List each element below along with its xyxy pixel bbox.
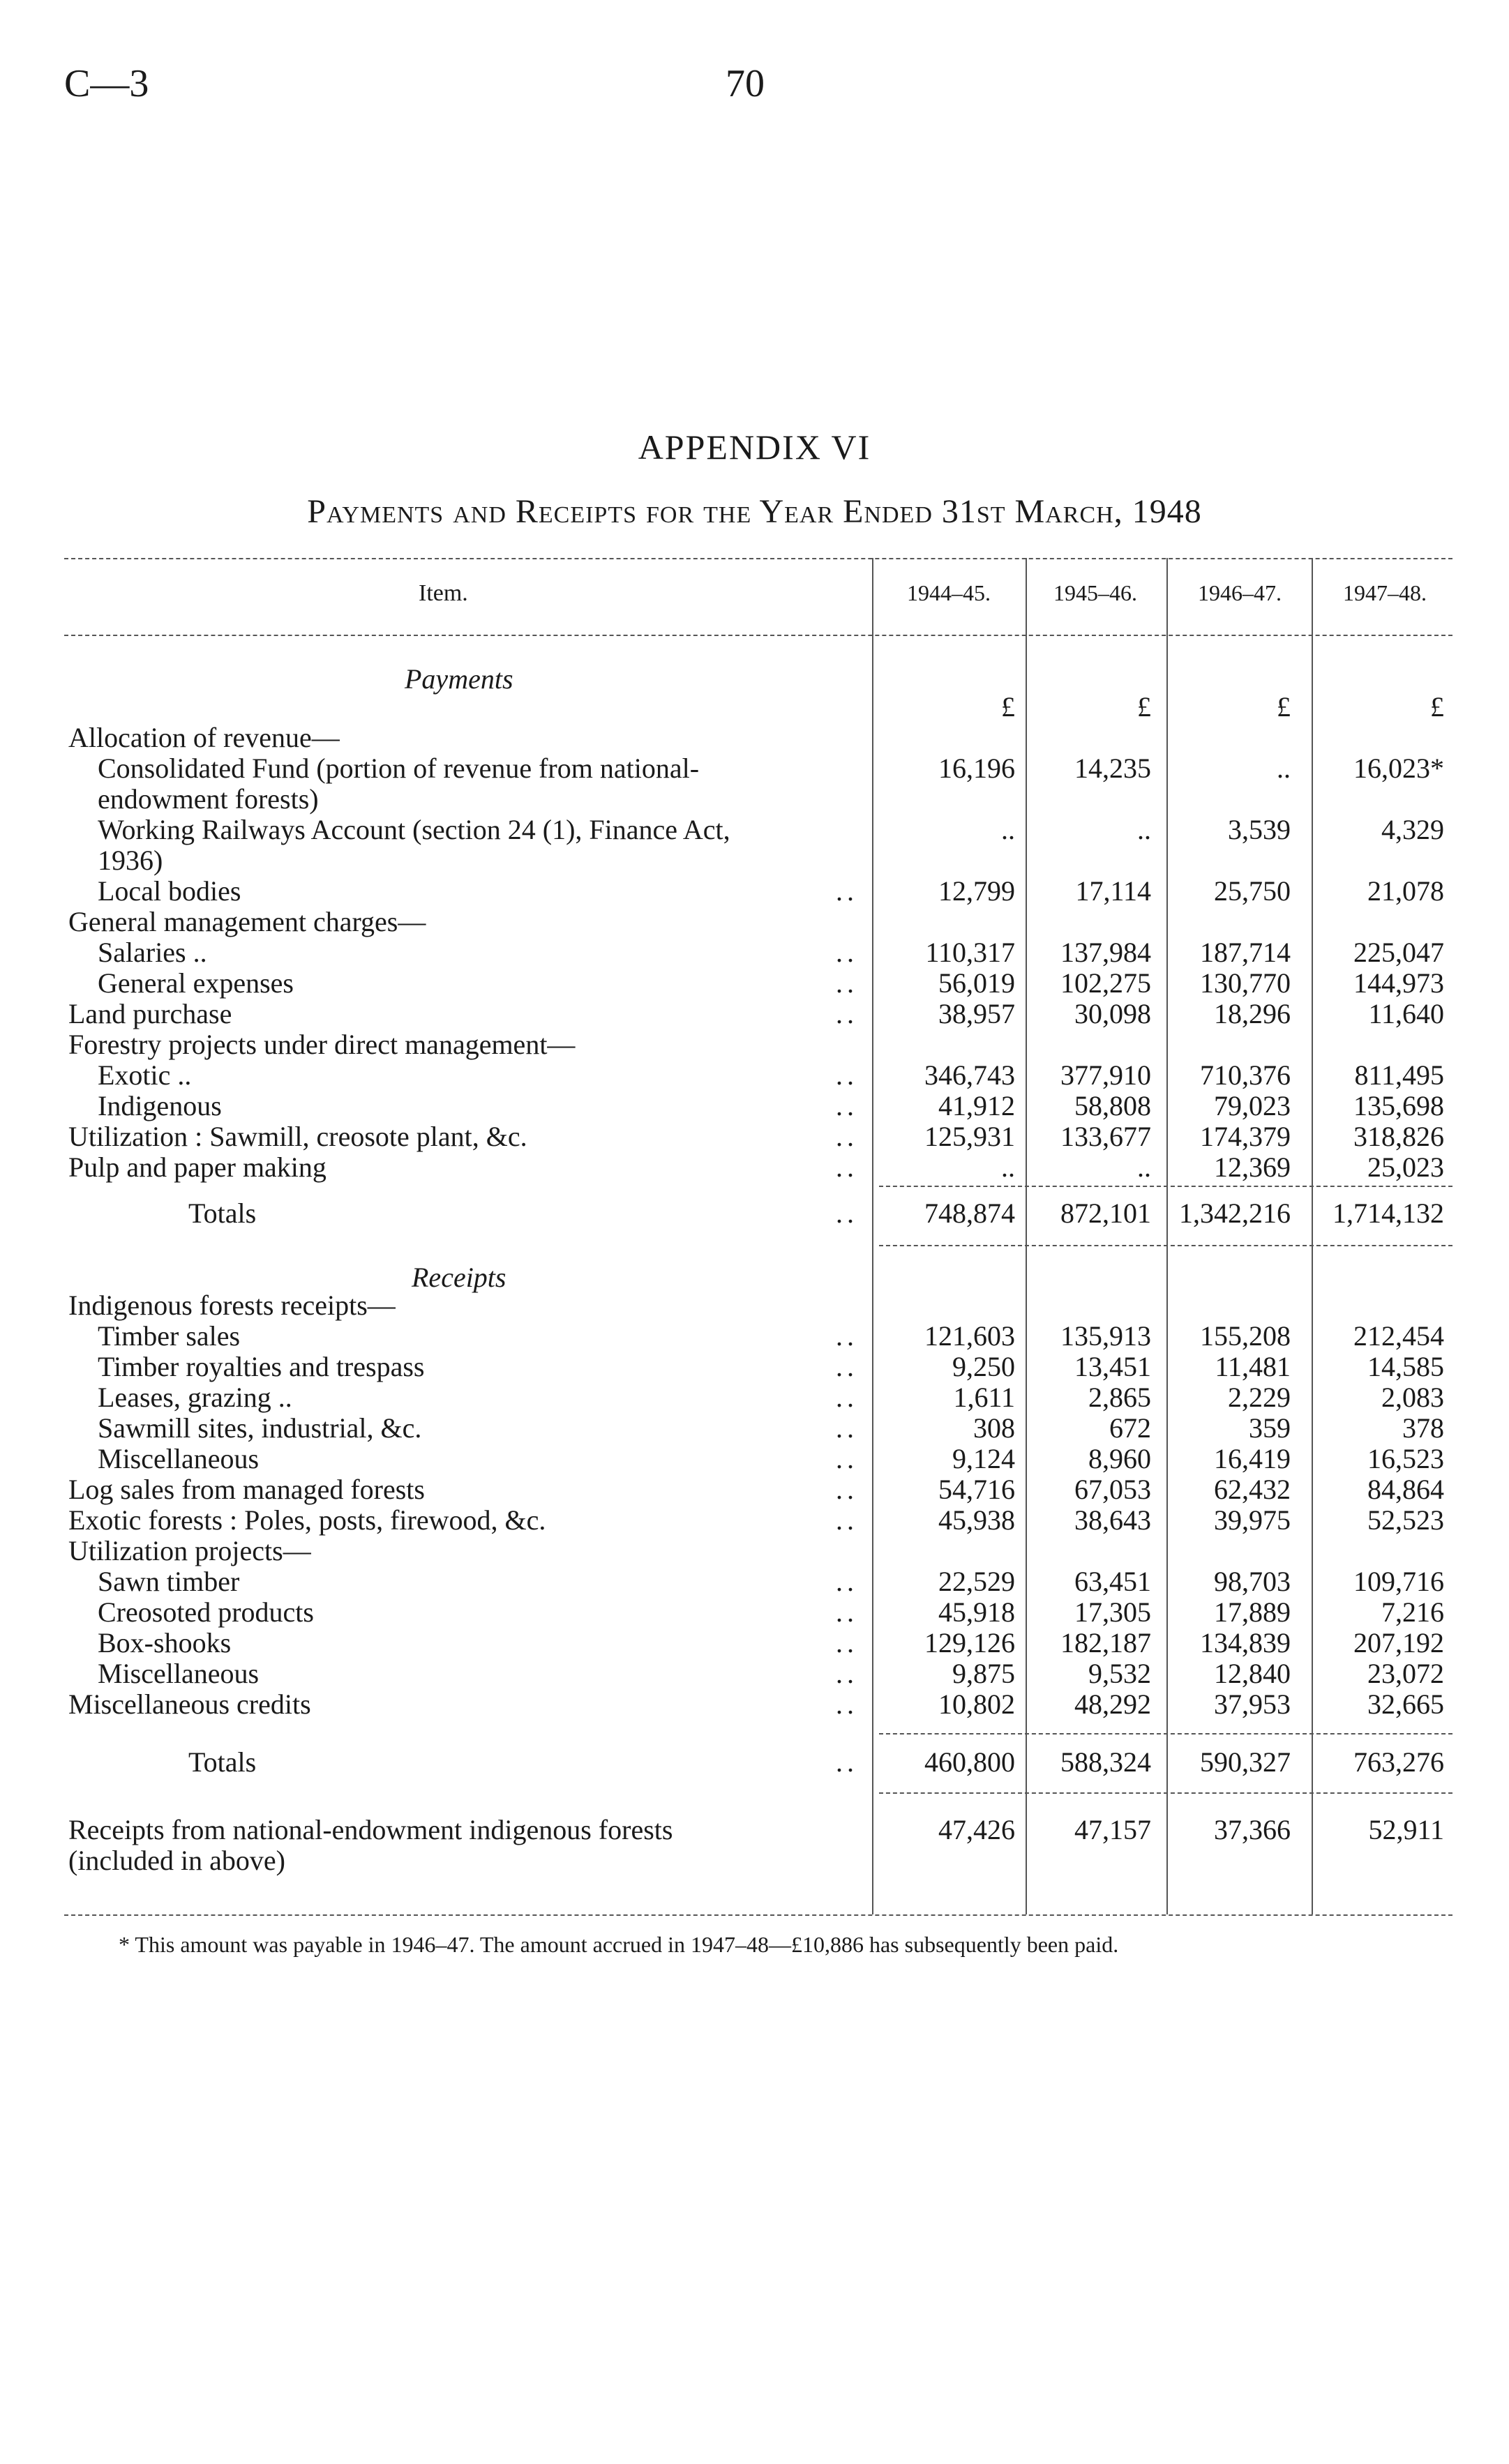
row-label: Miscellaneous	[98, 1443, 260, 1474]
row-label: Miscellaneous credits	[68, 1688, 311, 1720]
leader-dots: ..	[836, 1746, 858, 1778]
total-1945-46: 872,101	[1060, 1197, 1151, 1229]
currency-symbol: £	[1137, 691, 1151, 723]
value-1947-48: 144,973	[1353, 967, 1444, 999]
totals-label: Totals	[188, 1746, 257, 1778]
total-1947-48: 1,714,132	[1332, 1197, 1444, 1229]
table-row	[0, 1628, 1509, 1658]
value-1944-45: 45,918	[938, 1596, 1015, 1628]
leader-dots: ..	[836, 1351, 858, 1382]
table-row	[0, 1536, 1509, 1566]
national-endowment-note-row	[0, 1845, 1509, 1876]
value-1947-48: 11,640	[1368, 998, 1444, 1029]
value-1947-48: 135,698	[1353, 1090, 1444, 1121]
leader-dots: ..	[836, 1566, 858, 1597]
leader-dots: ..	[836, 1658, 858, 1689]
value-1945-46: 67,053	[1074, 1474, 1151, 1505]
table-row	[0, 999, 1509, 1029]
header-rule	[64, 635, 1452, 636]
row-label: General management charges—	[68, 906, 426, 937]
value-1945-46: ..	[1137, 1151, 1151, 1183]
value-1945-46: 47,157	[1074, 1814, 1151, 1845]
row-label: Box-shooks	[98, 1627, 232, 1658]
value-1944-45: 56,019	[938, 967, 1015, 999]
currency-symbol: £	[1277, 691, 1291, 723]
value-1944-45: 12,799	[938, 875, 1015, 907]
value-1945-46: 13,451	[1074, 1351, 1151, 1382]
row-label: Leases, grazing ..	[98, 1382, 292, 1413]
row-label: Working Railways Account (section 24 (1), Finance Act,	[98, 814, 730, 845]
leader-dots: ..	[836, 1320, 858, 1352]
row-label: Creosoted products	[98, 1596, 314, 1628]
value-1944-45: 9,250	[952, 1351, 1015, 1382]
value-1944-45: 125,931	[924, 1121, 1015, 1152]
value-1944-45: 1,611	[953, 1382, 1015, 1413]
row-label: Pulp and paper making	[68, 1151, 326, 1183]
table-row	[0, 907, 1509, 937]
leader-dots: ..	[836, 967, 858, 999]
value-1945-46: 63,451	[1074, 1566, 1151, 1597]
leader-dots: ..	[836, 1382, 858, 1413]
total-1944-45: 748,874	[924, 1197, 1015, 1229]
value-1944-45: 38,957	[938, 998, 1015, 1029]
totals-rule	[879, 1186, 1452, 1187]
leader-dots: ..	[836, 1197, 858, 1229]
row-label: Local bodies	[98, 875, 241, 907]
leader-dots: ..	[836, 1121, 858, 1152]
row-label: Utilization : Sawmill, creosote plant, &c.	[68, 1121, 527, 1152]
table-row	[0, 1566, 1509, 1597]
totals-row	[0, 1747, 1509, 1778]
totals-rule	[879, 1245, 1452, 1246]
table-row	[0, 753, 1509, 784]
value-1946-47: 134,839	[1200, 1627, 1291, 1658]
value-1946-47: 39,975	[1214, 1504, 1291, 1536]
top-rule	[64, 558, 1452, 559]
value-1947-48: 23,072	[1367, 1658, 1444, 1689]
value-1947-48: 2,083	[1381, 1382, 1444, 1413]
value-1947-48: 16,023*	[1353, 753, 1444, 784]
table-row	[0, 1505, 1509, 1536]
total-1944-45: 460,800	[924, 1746, 1015, 1778]
value-1945-46: 14,235	[1074, 753, 1151, 784]
table-row	[0, 1689, 1509, 1720]
leader-dots: ..	[836, 937, 858, 968]
totals-row	[0, 1198, 1509, 1229]
row-label: General expenses	[98, 967, 294, 999]
row-label: Land purchase	[68, 998, 232, 1029]
value-1946-47: 11,481	[1215, 1351, 1291, 1382]
row-label: Allocation of revenue—	[68, 722, 340, 753]
total-1946-47: 590,327	[1200, 1746, 1291, 1778]
value-1947-48: 14,585	[1367, 1351, 1444, 1382]
value-1947-48: 318,826	[1353, 1121, 1444, 1152]
value-1945-46: 182,187	[1060, 1627, 1151, 1658]
table-row	[0, 1029, 1509, 1060]
value-1946-47: 37,953	[1214, 1688, 1291, 1720]
row-label: endowment forests)	[98, 783, 319, 815]
total-1945-46: 588,324	[1060, 1746, 1151, 1778]
column-header-item: Item.	[419, 580, 468, 606]
column-header-year: 1946–47.	[1198, 580, 1282, 605]
value-1944-45: 16,196	[938, 753, 1015, 784]
payments-heading: Payments	[405, 663, 513, 695]
value-1947-48: 378	[1402, 1412, 1444, 1444]
table-row	[0, 1658, 1509, 1689]
table-row	[0, 845, 1509, 876]
value-1946-47: 174,379	[1200, 1121, 1291, 1152]
value-1946-47: 79,023	[1214, 1090, 1291, 1121]
leader-dots: ..	[836, 1627, 858, 1658]
table-row	[0, 1121, 1509, 1152]
row-label: Consolidated Fund (portion of revenue from national-	[98, 753, 700, 784]
currency-symbol: £	[1001, 691, 1015, 723]
value-1944-45: 9,124	[952, 1443, 1015, 1474]
totals-rule	[879, 1733, 1452, 1734]
table-row	[0, 937, 1509, 968]
value-1944-45: 110,317	[925, 937, 1015, 968]
table-row	[0, 1413, 1509, 1444]
row-label: Sawn timber	[98, 1566, 240, 1597]
value-1946-47: 359	[1249, 1412, 1291, 1444]
totals-rule	[879, 1792, 1452, 1794]
value-1944-45: 9,875	[952, 1658, 1015, 1689]
row-label: Log sales from managed forests	[68, 1474, 425, 1505]
table-row	[0, 1444, 1509, 1474]
table-row	[0, 1352, 1509, 1382]
value-1947-48: 84,864	[1367, 1474, 1444, 1505]
column-header-year: 1944–45.	[907, 580, 991, 605]
document-reference: C—3	[64, 62, 149, 105]
value-1947-48: 52,523	[1367, 1504, 1444, 1536]
national-endowment-row	[0, 1815, 1509, 1845]
value-1946-47: 25,750	[1214, 875, 1291, 907]
value-1945-46: 102,275	[1060, 967, 1151, 999]
row-label: Forestry projects under direct management—	[68, 1029, 576, 1060]
value-1947-48: 109,716	[1353, 1566, 1444, 1597]
value-1947-48: 32,665	[1367, 1688, 1444, 1720]
value-1946-47: 710,376	[1200, 1059, 1291, 1091]
value-1947-48: 4,329	[1381, 814, 1444, 845]
value-1946-47: 130,770	[1200, 967, 1291, 999]
row-label: Timber royalties and trespass	[98, 1351, 425, 1382]
value-1944-45: 308	[973, 1412, 1015, 1444]
row-label: Indigenous	[98, 1090, 222, 1121]
row-label: Miscellaneous	[98, 1658, 260, 1689]
value-1945-46: 17,305	[1074, 1596, 1151, 1628]
table-title: Payments and Receipts for the Year Ended 31st March, 1948	[307, 493, 1202, 530]
table-row	[0, 1152, 1509, 1183]
leader-dots: ..	[836, 998, 858, 1029]
bottom-rule	[64, 1914, 1452, 1916]
value-1945-46: 9,532	[1088, 1658, 1151, 1689]
value-1944-45: 129,126	[924, 1627, 1015, 1658]
row-label: Receipts from national-endowment indigenous forests	[68, 1814, 673, 1845]
leader-dots: ..	[836, 875, 858, 907]
leader-dots: ..	[836, 1059, 858, 1091]
value-1947-48: 25,023	[1367, 1151, 1444, 1183]
leader-dots: ..	[836, 1090, 858, 1121]
value-1944-45: 54,716	[938, 1474, 1015, 1505]
leader-dots: ..	[836, 1474, 858, 1505]
value-1946-47: 62,432	[1214, 1474, 1291, 1505]
column-header-year: 1945–46.	[1053, 580, 1137, 605]
value-1947-48: 225,047	[1353, 937, 1444, 968]
leader-dots: ..	[836, 1596, 858, 1628]
table-row	[0, 784, 1509, 815]
value-1946-47: 155,208	[1200, 1320, 1291, 1352]
leader-dots: ..	[836, 1504, 858, 1536]
currency-symbol: £	[1430, 691, 1444, 723]
row-label: 1936)	[98, 845, 163, 876]
value-1944-45: 346,743	[924, 1059, 1015, 1091]
value-1945-46: ..	[1137, 814, 1151, 845]
value-1945-46: 137,984	[1060, 937, 1151, 968]
table-row	[0, 723, 1509, 753]
receipts-heading: Receipts	[412, 1262, 506, 1293]
value-1946-47: 187,714	[1200, 937, 1291, 968]
value-1944-45: 47,426	[938, 1814, 1015, 1845]
value-1945-46: 30,098	[1074, 998, 1151, 1029]
value-1947-48: 207,192	[1353, 1627, 1444, 1658]
row-label: Utilization projects—	[68, 1535, 311, 1566]
value-1945-46: 2,865	[1088, 1382, 1151, 1413]
value-1946-47: 17,889	[1214, 1596, 1291, 1628]
page-number: 70	[726, 62, 765, 105]
leader-dots: ..	[836, 1151, 858, 1183]
table-row	[0, 1321, 1509, 1352]
appendix-title: APPENDIX VI	[638, 428, 871, 467]
table-row	[0, 1382, 1509, 1413]
table-row	[0, 1474, 1509, 1505]
value-1947-48: 7,216	[1381, 1596, 1444, 1628]
column-header-year: 1947–48.	[1343, 580, 1427, 605]
value-1945-46: 58,808	[1074, 1090, 1151, 1121]
row-label: Exotic forests : Poles, posts, firewood, &c.	[68, 1504, 546, 1536]
value-1945-46: 8,960	[1088, 1443, 1151, 1474]
value-1944-45: ..	[1001, 1151, 1015, 1183]
row-label: (included in above)	[68, 1845, 285, 1876]
value-1945-46: 48,292	[1074, 1688, 1151, 1720]
row-label: Salaries ..	[98, 937, 207, 968]
value-1946-47: ..	[1277, 753, 1291, 784]
table-row	[0, 1060, 1509, 1091]
value-1946-47: 18,296	[1214, 998, 1291, 1029]
leader-dots: ..	[836, 1688, 858, 1720]
total-1947-48: 763,276	[1353, 1746, 1444, 1778]
value-1946-47: 37,366	[1214, 1814, 1291, 1845]
value-1946-47: 12,369	[1214, 1151, 1291, 1183]
value-1944-45: 22,529	[938, 1566, 1015, 1597]
value-1946-47: 16,419	[1214, 1443, 1291, 1474]
value-1946-47: 3,539	[1228, 814, 1291, 845]
row-label: Sawmill sites, industrial, &c.	[98, 1412, 422, 1444]
total-1946-47: 1,342,216	[1179, 1197, 1291, 1229]
table-row	[0, 876, 1509, 907]
row-label: Indigenous forests receipts—	[68, 1290, 396, 1321]
value-1947-48: 212,454	[1353, 1320, 1444, 1352]
value-1947-48: 21,078	[1367, 875, 1444, 907]
value-1944-45: ..	[1001, 814, 1015, 845]
value-1945-46: 38,643	[1074, 1504, 1151, 1536]
leader-dots: ..	[836, 1412, 858, 1444]
row-label: Exotic ..	[98, 1059, 192, 1091]
leader-dots: ..	[836, 1443, 858, 1474]
value-1944-45: 10,802	[938, 1688, 1015, 1720]
table-row	[0, 1091, 1509, 1121]
value-1947-48: 16,523	[1367, 1443, 1444, 1474]
value-1945-46: 133,677	[1060, 1121, 1151, 1152]
value-1944-45: 121,603	[924, 1320, 1015, 1352]
value-1947-48: 52,911	[1368, 1814, 1444, 1845]
value-1944-45: 41,912	[938, 1090, 1015, 1121]
totals-label: Totals	[188, 1197, 257, 1229]
table-row	[0, 815, 1509, 845]
row-label: Timber sales	[98, 1320, 241, 1352]
value-1947-48: 811,495	[1354, 1059, 1444, 1091]
value-1945-46: 377,910	[1060, 1059, 1151, 1091]
value-1946-47: 2,229	[1228, 1382, 1291, 1413]
value-1945-46: 17,114	[1075, 875, 1151, 907]
value-1946-47: 12,840	[1214, 1658, 1291, 1689]
value-1946-47: 98,703	[1214, 1566, 1291, 1597]
footnote: * This amount was payable in 1946–47. The amount accrued in 1947–48—£10,886 has subsequently been paid.	[119, 1932, 1119, 1957]
value-1944-45: 45,938	[938, 1504, 1015, 1536]
table-row	[0, 1597, 1509, 1628]
table-row	[0, 1290, 1509, 1321]
table-row	[0, 968, 1509, 999]
value-1945-46: 135,913	[1060, 1320, 1151, 1352]
value-1945-46: 672	[1109, 1412, 1151, 1444]
